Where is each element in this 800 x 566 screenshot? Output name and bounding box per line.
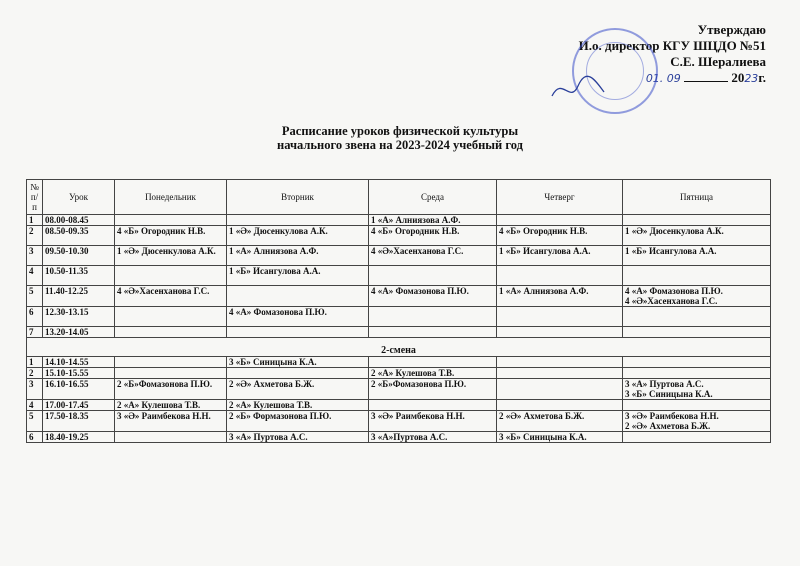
cell-n: 6: [27, 307, 43, 327]
cell-mon: [115, 215, 227, 226]
page-title: Расписание уроков физической культуры начального звена на 2023-2024 учебный год: [277, 124, 523, 152]
cell-n: 1: [27, 357, 43, 368]
cell-fri: [623, 215, 771, 226]
cell-mon: [115, 357, 227, 368]
cell-wed: 2 «А» Кулешова Т.В.: [369, 368, 497, 379]
cell-n: 7: [27, 327, 43, 338]
cell-time: 09.50-10.30: [43, 246, 115, 266]
table-row: [27, 411, 771, 432]
cell-mon: [115, 307, 227, 327]
cell-n: 6: [27, 432, 43, 443]
cell-n: 2: [27, 368, 43, 379]
cell-thu: [497, 307, 623, 327]
column-header: Понедельник: [115, 180, 227, 215]
cell-tue: 4 «А» Фомазонова П.Ю.: [227, 307, 369, 327]
cell-wed: 3 «Ә» Раимбекова Н.Н.: [369, 411, 497, 432]
cell-fri: 4 «А» Фомазонова П.Ю. 4 «Ә»Хасенханова Г.С.: [623, 286, 771, 307]
cell-fri: [623, 400, 771, 411]
cell-fri: 3 «Ә» Раимбекова Н.Н. 2 «Ә» Ахметова Б.Ж.: [623, 411, 771, 432]
cell-thu: [497, 379, 623, 400]
cell-time: 08.00-08.45: [43, 215, 115, 226]
approval-line1: Утверждаю: [697, 22, 766, 37]
cell-wed: 4 «А» Фомазонова П.Ю.: [369, 286, 497, 307]
cell-time: 14.10-14.55: [43, 357, 115, 368]
cell-time: 08.50-09.35: [43, 226, 115, 246]
cell-fri: [623, 327, 771, 338]
cell-wed: 2 «Б»Фомазонова П.Ю.: [369, 379, 497, 400]
column-header: Пятница: [623, 180, 771, 215]
cell-n: 4: [27, 266, 43, 286]
cell-wed: 3 «А»Пуртова А.С.: [369, 432, 497, 443]
cell-tue: [227, 327, 369, 338]
cell-time: 15.10-15.55: [43, 368, 115, 379]
table-row: [27, 307, 771, 327]
handwritten-date: 01. 09: [645, 72, 681, 85]
cell-n: 2: [27, 226, 43, 246]
cell-tue: [227, 286, 369, 307]
cell-n: 1: [27, 215, 43, 226]
cell-wed: [369, 307, 497, 327]
table-row: [27, 226, 771, 246]
cell-time: 12.30-13.15: [43, 307, 115, 327]
column-header: Среда: [369, 180, 497, 215]
cell-time: 17.00-17.45: [43, 400, 115, 411]
signature-icon: [548, 74, 608, 104]
cell-thu: 3 «Б» Синицына К.А.: [497, 432, 623, 443]
cell-tue: 1 «Ә» Дюсенкулова А.К.: [227, 226, 369, 246]
cell-tue: 2 «Ә» Ахметова Б.Ж.: [227, 379, 369, 400]
cell-mon: 3 «Ә» Раимбекова Н.Н.: [115, 411, 227, 432]
approval-line3: С.Е. Шералиева: [670, 54, 766, 69]
cell-mon: [115, 432, 227, 443]
cell-tue: [227, 215, 369, 226]
cell-wed: [369, 327, 497, 338]
cell-wed: 1 «А» Алниязова А.Ф.: [369, 215, 497, 226]
cell-fri: 1 «Ә» Дюсенкулова А.К.: [623, 226, 771, 246]
cell-mon: 2 «Б»Фомазонова П.Ю.: [115, 379, 227, 400]
cell-mon: [115, 368, 227, 379]
cell-time: 16.10-16.55: [43, 379, 115, 400]
cell-tue: 3 «Б» Синицына К.А.: [227, 357, 369, 368]
cell-wed: [369, 266, 497, 286]
cell-fri: 1 «Б» Исангулова А.А.: [623, 246, 771, 266]
cell-wed: [369, 400, 497, 411]
cell-time: 13.20-14.05: [43, 327, 115, 338]
table-row: [27, 368, 771, 379]
table-row: [27, 266, 771, 286]
cell-n: 5: [27, 411, 43, 432]
cell-time: 18.40-19.25: [43, 432, 115, 443]
table-row: [27, 432, 771, 443]
header-row: [27, 180, 771, 215]
cell-n: 3: [27, 246, 43, 266]
cell-thu: [497, 368, 623, 379]
cell-fri: [623, 307, 771, 327]
cell-n: 5: [27, 286, 43, 307]
handwritten-year: 23: [744, 72, 759, 85]
column-header: Четверг: [497, 180, 623, 215]
cell-mon: [115, 327, 227, 338]
approval-line2: И.о. директор КГУ ШЦДО №51: [578, 38, 766, 53]
table-row: [27, 327, 771, 338]
column-header: Вторник: [227, 180, 369, 215]
cell-fri: 3 «А» Пуртова А.С. 3 «Б» Синицына К.А.: [623, 379, 771, 400]
cell-fri: [623, 368, 771, 379]
table-row: [27, 246, 771, 266]
cell-thu: [497, 400, 623, 411]
approval-date: 01. 09 2023г.: [645, 70, 766, 85]
table-row: [27, 215, 771, 226]
cell-wed: 4 «Б» Огородник Н.В.: [369, 226, 497, 246]
table-row: [27, 379, 771, 400]
cell-mon: 2 «А» Кулешова Т.В.: [115, 400, 227, 411]
cell-n: 4: [27, 400, 43, 411]
cell-mon: 1 «Ә» Дюсенкулова А.К.: [115, 246, 227, 266]
shift-label: 2-смена: [27, 338, 771, 357]
cell-fri: [623, 432, 771, 443]
cell-thu: [497, 215, 623, 226]
cell-time: 17.50-18.35: [43, 411, 115, 432]
table-row: [27, 286, 771, 307]
cell-fri: [623, 357, 771, 368]
cell-tue: 1 «Б» Исангулова А.А.: [227, 266, 369, 286]
column-header: Урок: [43, 180, 115, 215]
cell-tue: 2 «А» Кулешова Т.В.: [227, 400, 369, 411]
cell-thu: [497, 357, 623, 368]
cell-mon: 4 «Б» Огородник Н.В.: [115, 226, 227, 246]
cell-tue: [227, 368, 369, 379]
cell-tue: 2 «Б» Формазонова П.Ю.: [227, 411, 369, 432]
table-row: [27, 357, 771, 368]
cell-time: 11.40-12.25: [43, 286, 115, 307]
cell-thu: 2 «Ә» Ахметова Б.Ж.: [497, 411, 623, 432]
cell-mon: [115, 266, 227, 286]
cell-wed: [369, 357, 497, 368]
table-row: [27, 400, 771, 411]
cell-thu: 1 «Б» Исангулова А.А.: [497, 246, 623, 266]
cell-time: 10.50-11.35: [43, 266, 115, 286]
cell-mon: 4 «Ә»Хасенханова Г.С.: [115, 286, 227, 307]
cell-thu: 1 «А» Алниязова А.Ф.: [497, 286, 623, 307]
cell-thu: 4 «Б» Огородник Н.В.: [497, 226, 623, 246]
cell-n: 3: [27, 379, 43, 400]
cell-thu: [497, 327, 623, 338]
cell-tue: 1 «А» Алниязова А.Ф.: [227, 246, 369, 266]
schedule-table: [26, 179, 771, 443]
cell-thu: [497, 266, 623, 286]
column-header: № п/п: [27, 180, 43, 215]
cell-tue: 3 «А» Пуртова А.С.: [227, 432, 369, 443]
cell-fri: [623, 266, 771, 286]
cell-wed: 4 «Ә»Хасенханова Г.С.: [369, 246, 497, 266]
